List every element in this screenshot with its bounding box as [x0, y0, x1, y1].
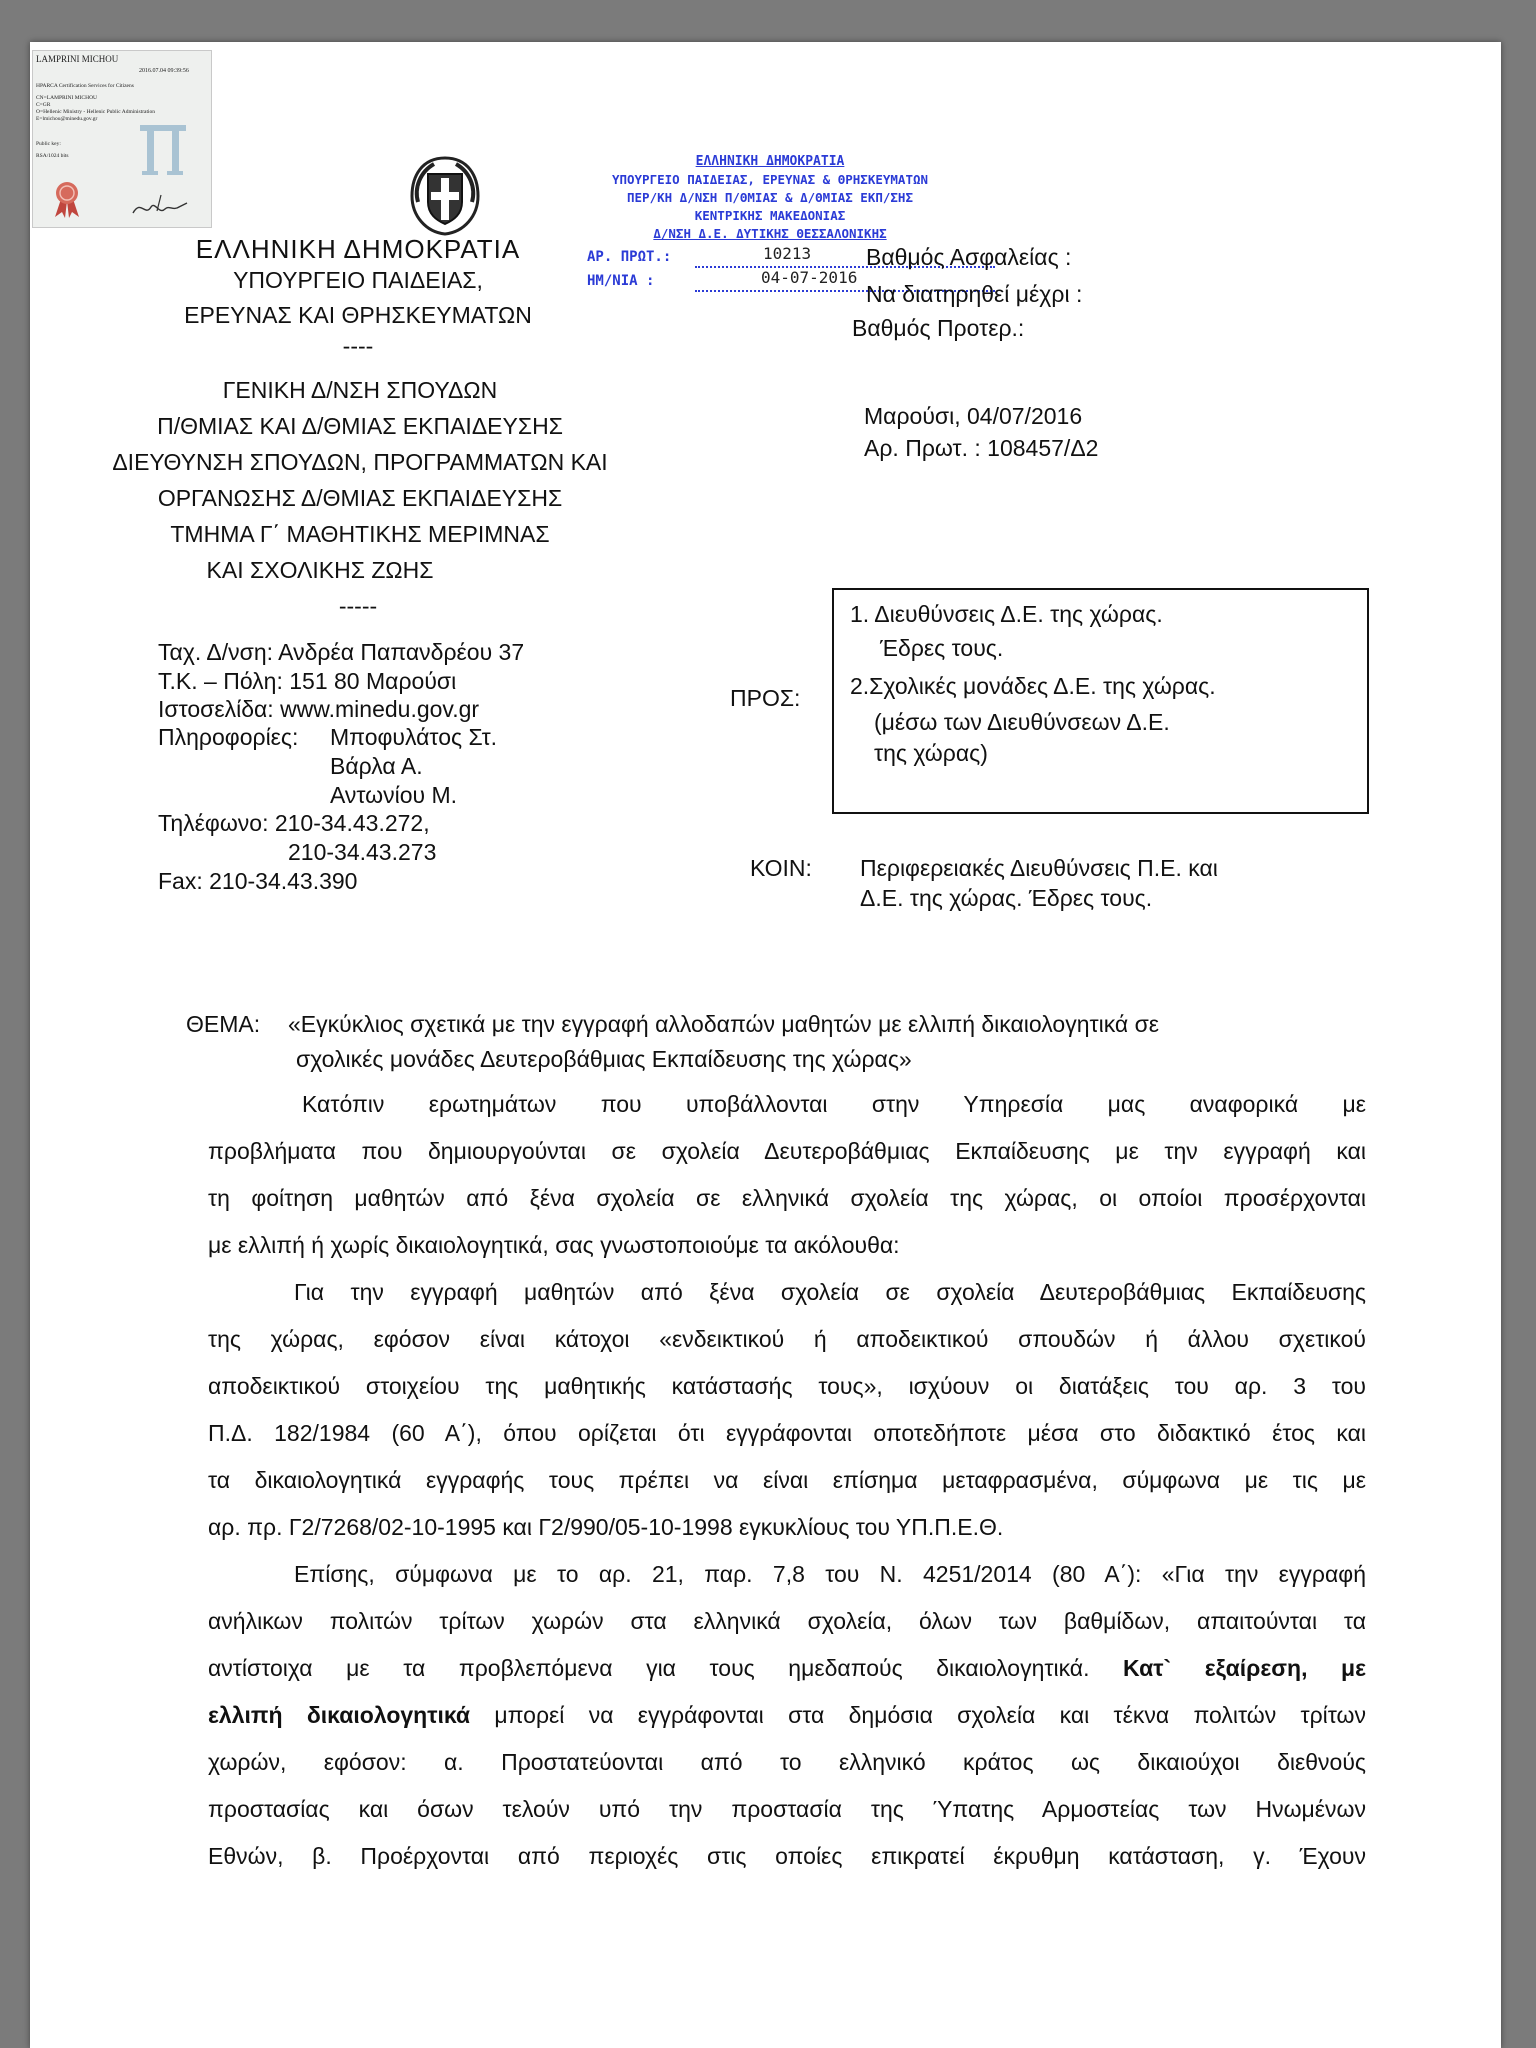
signature-timestamp: 2016.07.04 09:39:56 [139, 68, 189, 74]
recipient-line: (μέσω των Διευθύνσεων Δ.Ε. [874, 709, 1170, 735]
contact-city: Τ.Κ. – Πόλη: 151 80 Μαρούσι [158, 668, 457, 694]
body-line: τη φοίτηση μαθητών από ξένα σχολεία σε ελληνικά σχολεία της χώρας, οι οποίοι προσέρχονται [208, 1185, 1366, 1211]
contact-website[interactable]: Ιστοσελίδα: www.minedu.gov.gr [158, 696, 480, 722]
contact-phone: 210-34.43.273 [288, 839, 437, 865]
body-line: αποδεικτικού στοιχείου της μαθητικής κατάστασής τους», ισχύουν οι διατάξεις του αρ. 3 του [208, 1373, 1366, 1399]
bold-phrase: ελλιπή δικαιολογητικά [208, 1702, 471, 1728]
body-line: ελλιπή δικαιολογητικά μπορεί να εγγράφονται στα δημόσια σχολεία και τέκνα πολιτών τρίτων [208, 1702, 1366, 1728]
header-department: Π/ΘΜΙΑΣ ΚΑΙ Δ/ΘΜΙΑΣ ΕΚΠΑΙΔΕΥΣΗΣ [157, 413, 563, 439]
body-line: αρ. πρ. Γ2/7268/02-10-1995 και Γ2/990/05-10-1998 εγκυκλίους του ΥΠ.Π.Ε.Θ. [208, 1514, 1004, 1540]
contact-fax: Fax: 210-34.43.390 [158, 868, 358, 894]
header-ministry: ΕΡΕΥΝΑΣ ΚΑΙ ΘΡΗΣΚΕΥΜΑΤΩΝ [184, 302, 532, 328]
contact-phone: Τηλέφωνο: 210-34.43.272, [158, 810, 430, 836]
body-line: της χώρας, εφόσον είναι κάτοχοι «ενδεικτικού ή αποδεικτικού σπουδών ή άλλου σχετικού [208, 1326, 1366, 1352]
pi-watermark-icon [138, 121, 188, 177]
contact-info-label: Πληροφορίες: [158, 724, 299, 750]
header-separator: ----- [338, 593, 378, 619]
signature-line: C=GR [36, 102, 51, 108]
stamp-line: ΠΕΡ/ΚΗ Δ/ΝΣΗ Π/ΘΜΙΑΣ & Δ/ΘΜΙΑΣ ΕΚΠ/ΣΗΣ [627, 190, 913, 205]
subject-label: ΘΕΜΑ: [186, 1011, 261, 1037]
body-line: Κατόπιν ερωτημάτων που υποβάλλονται στην Υπηρεσία μας αναφορικά με [302, 1091, 1366, 1117]
place-date: Μαρούσι, 04/07/2016 [864, 403, 1083, 429]
header-department: ΓΕΝΙΚΗ Δ/ΝΣΗ ΣΠΟΥΔΩΝ [222, 377, 498, 403]
signature-line: CN=LAMPRINI MICHOU [36, 95, 98, 101]
body-line: Επίσης, σύμφωνα με το αρ. 21, παρ. 7,8 του Ν. 4251/2014 (80 Α΄): «Για την εγγραφή [294, 1561, 1366, 1587]
bold-phrase: Κατ` εξαίρεση, με [1089, 1655, 1367, 1681]
body-paragraph [208, 1081, 1366, 1269]
signature-line: RSA/1024 bits [36, 153, 69, 159]
body-paragraph [208, 1269, 1366, 1551]
header-republic: ΕΛΛΗΝΙΚΗ ΔΗΜΟΚΡΑΤΙΑ [195, 234, 521, 264]
subject-text: «Εγκύκλιος σχετικά με την εγγραφή αλλοδαπών μαθητών με ελλιπή δικαιολογητικά σε [288, 1011, 1160, 1037]
certificate-seal-icon [51, 179, 83, 219]
header-ministry: ΥΠΟΥΡΓΕΙΟ ΠΑΙΔΕΙΑΣ, [233, 267, 483, 293]
header-department: ΤΜΗΜΑ Γ΄ ΜΑΘΗΤΙΚΗΣ ΜΕΡΙΜΝΑΣ [170, 521, 550, 547]
contact-info-name: Βάρλα Α. [330, 753, 423, 779]
stamp-line: ΥΠΟΥΡΓΕΙΟ ΠΑΙΔΕΙΑΣ, ΕΡΕΥΝΑΣ & ΘΡΗΣΚΕΥΜΑΤΩΝ [611, 172, 929, 187]
body-line: Π.Δ. 182/1984 (60 Α΄), όπου ορίζεται ότι εγγράφονται οποτεδήποτε μέσα στο διδακτικό έτος και [208, 1420, 1366, 1446]
body-line: με ελλιπή ή χωρίς δικαιολογητικά, σας γνωστοποιούμε τα ακόλουθα: [208, 1232, 900, 1258]
stamp-line: Δ/ΝΣΗ Δ.Ε. ΔΥΤΙΚΗΣ ΘΕΣΣΑΛΟΝΙΚΗΣ [653, 226, 887, 241]
body-line: ανήλικων πολιτών τρίτων χωρών στα ελληνικά σχολεία, όλων των βαθμίδων, απαιτούνται τα [208, 1608, 1366, 1634]
body-paragraph [208, 1551, 1366, 1880]
body-line: χωρών, εφόσον: α. Προστατεύονται από το ελληνικό κράτος ως δικαιούχοι διεθνούς [208, 1749, 1366, 1775]
cc-label: ΚΟΙΝ: [750, 855, 812, 881]
contact-address: Ταχ. Δ/νση: Ανδρέα Παπανδρέου 37 [158, 639, 525, 665]
signature-line: O=Hellenic Ministry - Hellenic Public Administration [36, 109, 156, 115]
digital-signature-badge[interactable] [32, 50, 212, 228]
handwritten-scribble-icon [131, 191, 189, 219]
body-line: προστασίας και όσων τελούν υπό την προστασία της Ύπατης Αρμοστείας των Ηνωμένων [208, 1796, 1366, 1822]
security-level: Βαθμός Ασφαλείας : [866, 244, 1072, 270]
stamp-protocol-label: ΑΡ. ΠΡΩΤ.: [587, 249, 672, 265]
retention: Να διατηρηθεί μέχρι : [866, 281, 1083, 307]
header-department: ΟΡΓΑΝΩΣΗΣ Δ/ΘΜΙΑΣ ΕΚΠΑΙΔΕΥΣΗΣ [157, 485, 563, 511]
signature-signer: LAMPRINI MICHOU [36, 54, 119, 64]
greek-coat-of-arms-icon [404, 152, 486, 238]
recipient-line: της χώρας) [874, 740, 988, 766]
body-line: προβλήματα που δημιουργούνται σε σχολεία Δευτεροβάθμιας Εκπαίδευσης με την εγγραφή και [208, 1138, 1366, 1164]
body-line: Για την εγγραφή μαθητών από ξένα σχολεία σε σχολεία Δευτεροβάθμιας Εκπαίδευσης [294, 1279, 1366, 1305]
header-department: ΚΑΙ ΣΧΟΛΙΚΗΣ ΖΩΗΣ [206, 557, 434, 583]
recipient-line: 1. Διευθύνσεις Δ.Ε. της χώρας. [850, 601, 1163, 627]
stamp-protocol-value: 10213 [763, 244, 812, 263]
body-line: Εθνών, β. Προέρχονται από περιοχές στις οποίες επικρατεί έκρυθμη κατάσταση, γ. Έχουν [208, 1843, 1366, 1869]
protocol-number: Αρ. Πρωτ. : 108457/Δ2 [864, 435, 1099, 461]
stamp-line: ΕΛΛΗΝΙΚΗ ΔΗΜΟΚΡΑΤΙΑ [695, 154, 845, 169]
contact-info-name: Αντωνίου Μ. [330, 782, 458, 808]
signature-line: HPARCA Certification Services for Citizens [36, 83, 134, 89]
document-page [30, 42, 1501, 2048]
contact-info-name: Μποφυλάτος Στ. [330, 724, 498, 750]
body-line: αντίστοιχα με τα προβλεπόμενα για τους ημεδαπούς δικαιολογητικά. Κατ` εξαίρεση, με [208, 1655, 1367, 1681]
stamp-date-value: 04-07-2016 [761, 268, 858, 287]
recipient-line: Έδρες τους. [880, 635, 1004, 661]
signature-line: E=lmichou@minedu.gov.gr [36, 116, 98, 122]
stamp-date-label: ΗΜ/ΝΙΑ : [587, 273, 655, 289]
cc-line: Περιφερειακές Διευθύνσεις Π.Ε. και [860, 855, 1218, 881]
signature-line: Public key: [36, 141, 61, 147]
header-department: ΔΙΕΥΘΥΝΣΗ ΣΠΟΥΔΩΝ, ΠΡΟΓΡΑΜΜΑΤΩΝ ΚΑΙ [112, 449, 608, 475]
priority-level: Βαθμός Προτερ.: [852, 315, 1025, 341]
cc-line: Δ.Ε. της χώρας. Έδρες τους. [860, 885, 1153, 911]
recipients-label: ΠΡΟΣ: [730, 685, 801, 711]
recipient-line: 2.Σχολικές μονάδες Δ.Ε. της χώρας. [850, 673, 1216, 699]
stamp-line: ΚΕΝΤΡΙΚΗΣ ΜΑΚΕΔΟΝΙΑΣ [694, 208, 846, 223]
header-separator: ---- [342, 333, 374, 359]
body-line: τα δικαιολογητικά εγγραφής τους πρέπει να είναι επίσημα μεταφρασμένα, σύμφωνα με τις με [208, 1467, 1366, 1493]
subject-text: σχολικές μονάδες Δευτεροβάθμιας Εκπαίδευσης της χώρας» [296, 1046, 912, 1072]
